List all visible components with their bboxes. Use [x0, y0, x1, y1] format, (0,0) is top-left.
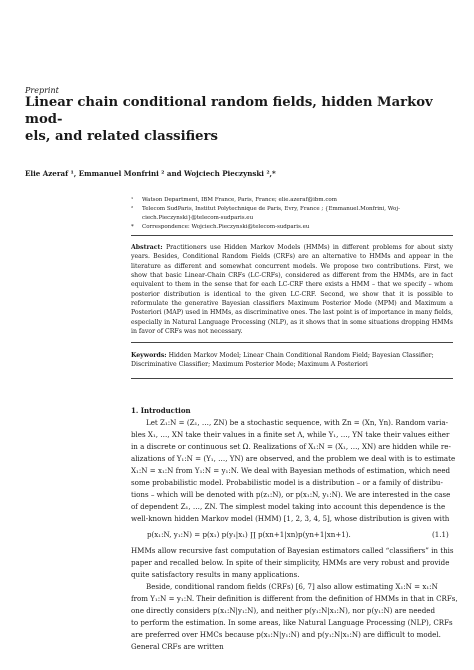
body-line: HMMs allow recursive fast computation of Bayesian estimators called “classifiers” in this	[131, 546, 454, 555]
body-line: Let Z₁:N = (Z₁, …, ZN) be a stochastic sequence, with Zn = (Xn, Yn). Random varia-	[146, 418, 449, 427]
paper-title	[25, 94, 455, 145]
correspondence	[131, 223, 451, 232]
body-line: to perform the estimation. In some areas, like Natural Language Processing (NLP), CRFs	[131, 618, 453, 627]
divider	[131, 378, 453, 379]
affiliation-mark: *	[131, 224, 134, 230]
body-line: quite satisfactory results in many applications.	[131, 570, 300, 579]
affiliation-mark: ¹	[131, 197, 134, 203]
abstract-text: Practitioners use Hidden Markov Models (HMMs) in different problems for about sixty years. Besides, Conditional Random Fields (CRFs) are an alternative to HMMs and appear in the literature as different and somewhat concurrent models. We propose two contributions. First, we show that basic Linear-Chain CRFs (LC-CRFs), considered as different from the HMMs, are in fact equivalent to them in the sense that for each LC-CRF there exists a HMM – that we specify – whom posterior distribution is identical to the given LC-CRF. Second, we show that it is possible to reformulate the generative Bayesian classifiers Maximum Posterior Mode (MPM) and Maximum a Posteriori (MAP) used in HMMs, as discriminative ones. The last point is of importance in many fields, especially in Natural Language Processing (NLP), as it shows that in some situations dropping HMMs in favor of CRFs was not necessary.	[131, 244, 454, 336]
body-line: bles X₁, …, XN take their values in a finite set Λ, while Y₁, …, YN take their values either	[131, 430, 450, 439]
body-line: X₁:N = x₁:N from Y₁:N = y₁:N. We deal with Bayesian methods of estimation, which need	[131, 466, 451, 475]
body-line: in a discrete or continuous set Ω. Realizations of X₁:N = (X₁, …, XN) are hidden while re-	[131, 442, 451, 451]
affiliation-2	[131, 205, 451, 214]
body-line: alizations of Y₁:N = (Y₁, …, YN) are observed, and the problem we deal with is to estimate	[131, 454, 456, 463]
title-line: els, and related classifiers	[25, 129, 218, 144]
affiliation-text: Watson Department, IBM France, Paris, France; elie.azeraf@ibm.com	[142, 197, 337, 203]
keywords	[131, 351, 453, 370]
divider	[131, 235, 453, 236]
body-line: of dependent Z₁, …, ZN. The simplest model taking into account this dependence is the	[131, 502, 446, 511]
affiliation-text: ciech.Pieczynski}@telecom-sudparis.eu	[142, 215, 254, 221]
author-list: Elie Azeraf ¹, Emmanuel Monfrini ² and Wojciech Pieczynski ²,*	[25, 169, 276, 178]
body-line: General CRFs are written	[131, 642, 224, 651]
abstract-label: Abstract:	[131, 244, 163, 251]
abstract	[131, 243, 453, 336]
body-line: are preferred over HMCs because p(x₁:N|y₁:N) and p(y₁:N|x₁:N) are difficult to model.	[131, 630, 441, 639]
body-line: tions – which will be denoted with p(z₁:N), or p(x₁:N, y₁:N). We are interested in the case	[131, 490, 451, 499]
affiliation-mark: ²	[131, 206, 134, 212]
keywords-label: Keywords:	[131, 352, 167, 359]
affiliation-text: Correspondence: Wojciech.Pieczynski@telecom-sudparis.eu	[142, 224, 310, 230]
affiliations	[131, 196, 451, 232]
body-line: from Y₁:N = y₁:N. Their definition is different from the definition of HMMs in that in CRFs,	[131, 594, 458, 603]
equation: p(x₁:N, y₁:N) = p(x₁) p(y₁|x₁) ∏ p(xn+1|xn)p(yn+1|xn+1).	[147, 530, 351, 539]
preprint-label: Preprint	[25, 86, 59, 95]
body-line: one directly considers p(x₁:N|y₁:N), and neither p(y₁:N|x₁:N), nor p(y₁:N) are needed	[131, 606, 435, 615]
body-line: paper and recalled below. In spite of their simplicity, HMMs are very robust and provide	[131, 558, 450, 567]
affiliation-1	[131, 196, 451, 205]
affiliation-text: Telecom SudParis, Institut Polytechnique de Paris, Evry, France ; {Emmanuel.Monfrini, Woj-	[142, 206, 400, 212]
divider	[131, 342, 453, 343]
title-line: Linear chain conditional random fields, hidden Markov mod-	[25, 95, 433, 127]
body-line: Beside, conditional random fields (CRFs) [6, 7] also allow estimating X₁:N = x₁:N	[146, 582, 438, 591]
affiliation-2-continued	[131, 214, 451, 223]
section-heading: 1. Introduction	[131, 406, 191, 415]
body-line: well-known hidden Markov model (HMM) [1, 2, 3, 4, 5], whose distribution is given with	[131, 514, 450, 523]
keywords-text: Hidden Markov Model; Linear Chain Conditional Random Field; Bayesian Classifier; Discriminative Classifier; Maximum Posterior Mode; Maximum A Posteriori	[131, 352, 434, 369]
equation-number: (1.1)	[432, 530, 449, 539]
body-line: some probabilistic model. Probabilistic model is a distribution – or a family of distribu-	[131, 478, 443, 487]
